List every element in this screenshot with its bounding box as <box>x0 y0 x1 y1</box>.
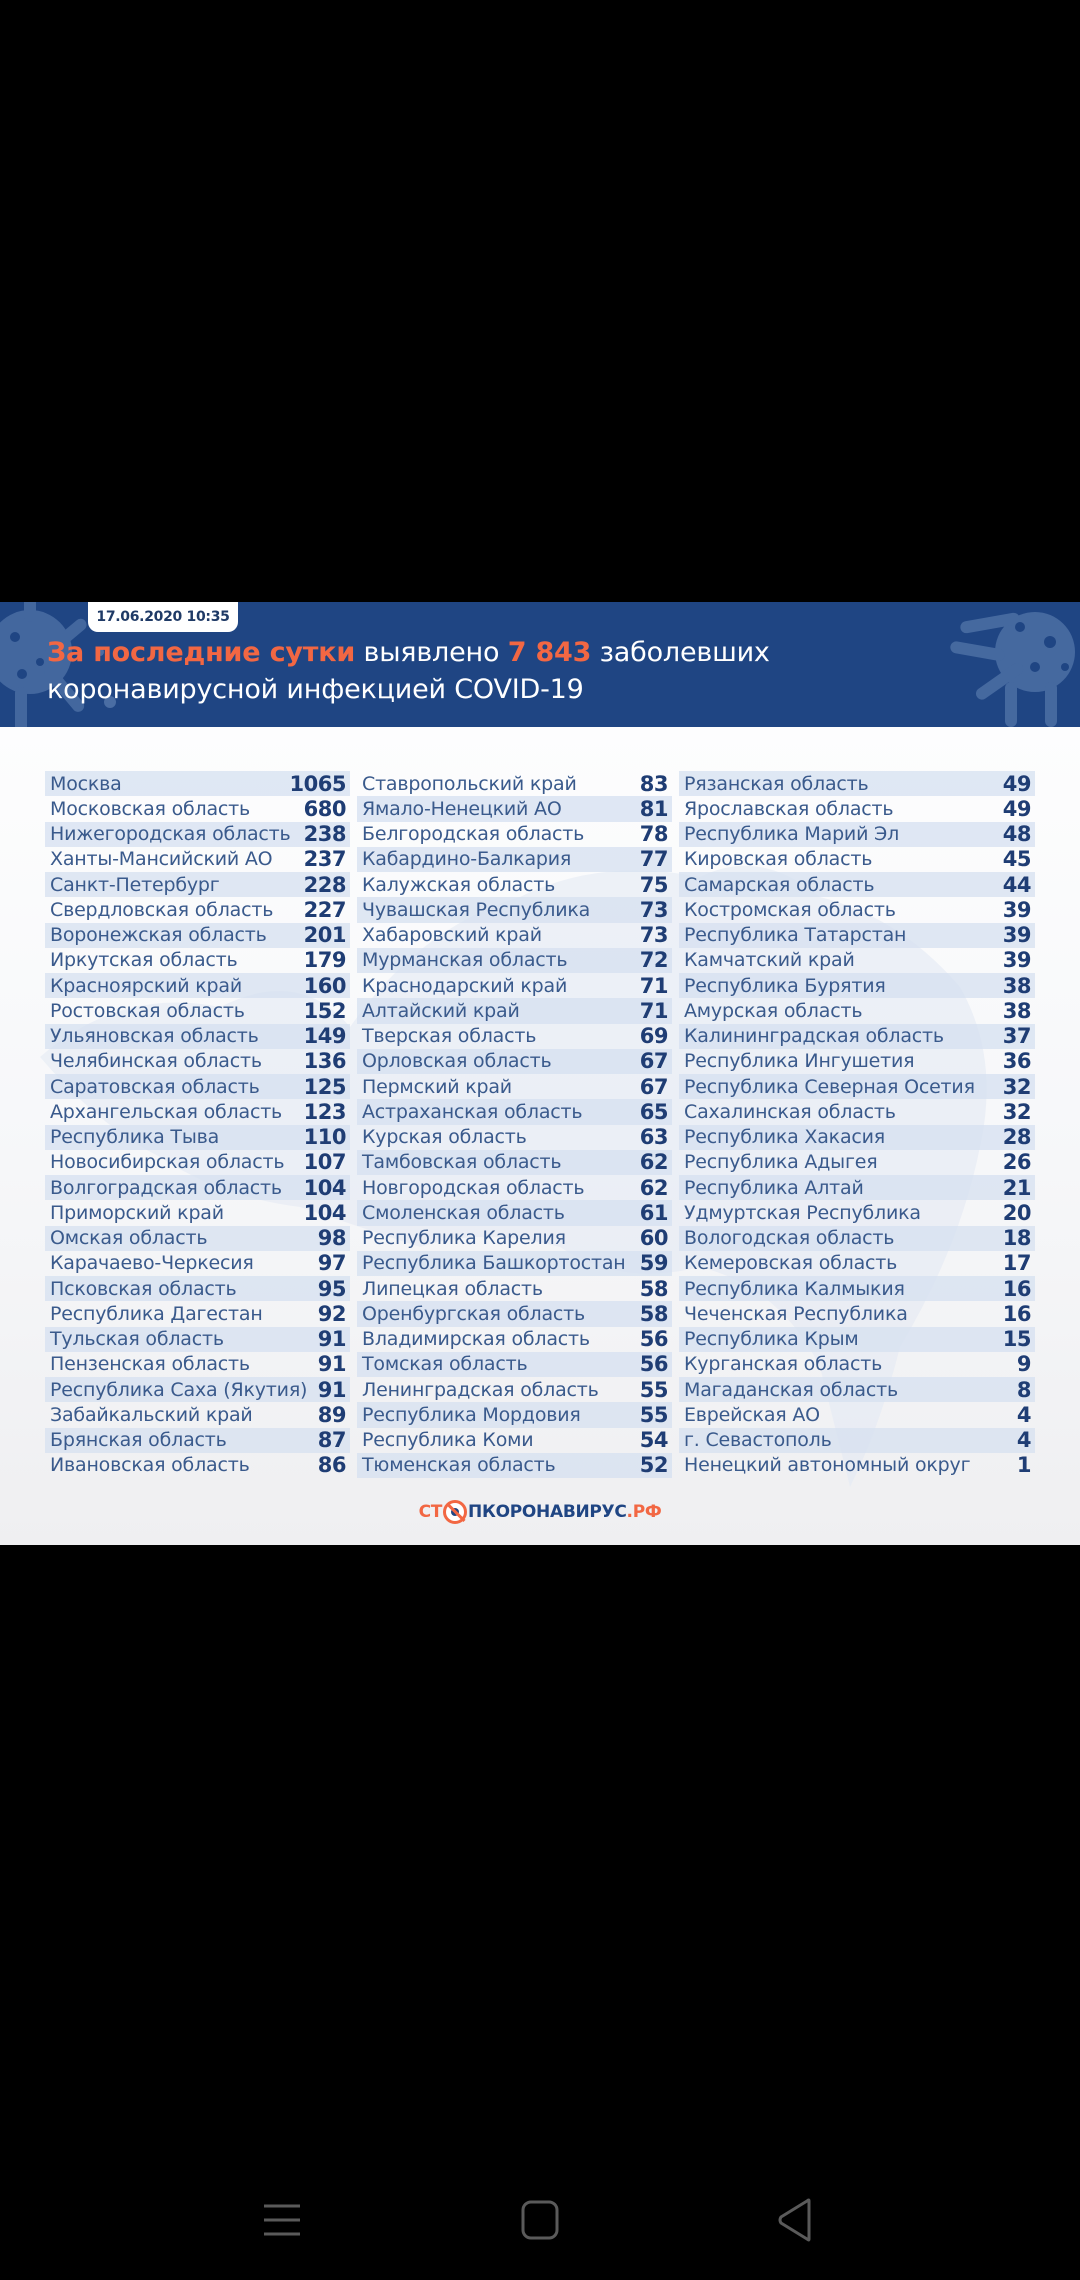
region-name: Республика Татарстан <box>684 924 907 947</box>
table-row <box>357 1453 672 1478</box>
case-count: 97 <box>317 1251 346 1276</box>
region-name: Удмуртская Республика <box>684 1201 921 1224</box>
case-count: 92 <box>317 1301 346 1326</box>
home-button[interactable] <box>510 2194 570 2246</box>
table-row <box>357 948 672 973</box>
headline-count: 7 843 <box>507 637 592 668</box>
region-name: Чувашская Республика <box>362 898 591 921</box>
table-row <box>357 923 672 948</box>
case-count: 61 <box>639 1200 668 1225</box>
region-name: Республика Алтай <box>684 1176 864 1199</box>
case-count: 86 <box>317 1453 346 1478</box>
case-count: 65 <box>639 1099 668 1124</box>
table-row <box>357 1024 672 1049</box>
table-row <box>45 1125 350 1150</box>
stop-virus-icon <box>443 1500 467 1524</box>
case-count: 83 <box>639 771 668 796</box>
region-name: Пермский край <box>362 1075 512 1098</box>
table-row <box>45 771 350 796</box>
region-name: Ленинградская область <box>362 1378 599 1401</box>
case-count: 107 <box>303 1150 346 1175</box>
header-banner <box>0 602 1080 727</box>
case-count: 39 <box>1002 897 1031 922</box>
case-count: 48 <box>1002 822 1031 847</box>
case-count: 67 <box>639 1049 668 1074</box>
region-name: Мурманская область <box>362 949 568 972</box>
region-name: Тульская область <box>50 1328 224 1351</box>
case-count: 77 <box>639 847 668 872</box>
case-count: 104 <box>303 1175 346 1200</box>
system-navigation-bar <box>0 2160 1080 2280</box>
table-row <box>357 1276 672 1301</box>
column-1 <box>45 771 350 1478</box>
headline-text: заболевших <box>591 637 770 668</box>
table-row <box>357 1175 672 1200</box>
back-icon <box>776 2197 816 2243</box>
case-count: 18 <box>1002 1226 1031 1251</box>
region-name: Орловская область <box>362 1050 552 1073</box>
region-name: Псковская область <box>50 1277 237 1300</box>
case-count: 20 <box>1002 1200 1031 1225</box>
region-name: Тверская область <box>362 1025 537 1048</box>
table-row <box>45 1453 350 1478</box>
case-count: 228 <box>303 872 346 897</box>
region-name: Тюменская область <box>362 1454 556 1477</box>
case-count: 237 <box>303 847 346 872</box>
region-name: Красноярский край <box>50 974 242 997</box>
case-count: 21 <box>1002 1175 1031 1200</box>
case-count: 9 <box>1016 1352 1031 1377</box>
region-name: Республика Башкортостан <box>362 1252 626 1275</box>
case-count: 91 <box>317 1352 346 1377</box>
region-name: Новгородская область <box>362 1176 585 1199</box>
region-name: Калининградская область <box>684 1025 944 1048</box>
table-row <box>357 1074 672 1099</box>
case-count: 1 <box>1016 1453 1031 1478</box>
table-row <box>45 1226 350 1251</box>
headline <box>47 634 947 708</box>
table-row <box>679 1428 1035 1453</box>
case-count: 1065 <box>289 771 346 796</box>
table-row <box>45 923 350 948</box>
date-badge: 17.06.2020 10:35 <box>88 602 238 632</box>
headline-text: выявлено <box>355 637 508 668</box>
region-name: Оренбургская область <box>362 1302 586 1325</box>
table-row <box>357 1377 672 1402</box>
region-name: Республика Бурятия <box>684 974 886 997</box>
region-name: Еврейская АО <box>684 1403 820 1426</box>
case-count: 28 <box>1002 1125 1031 1150</box>
table-row <box>679 1175 1035 1200</box>
case-count: 71 <box>639 973 668 998</box>
table-row <box>679 1125 1035 1150</box>
case-count: 91 <box>317 1327 346 1352</box>
region-name: Магаданская область <box>684 1378 898 1401</box>
case-count: 49 <box>1002 796 1031 821</box>
case-count: 201 <box>303 923 346 948</box>
case-count: 52 <box>639 1453 668 1478</box>
case-count: 179 <box>303 948 346 973</box>
case-count: 17 <box>1002 1251 1031 1276</box>
region-name: Республика Тыва <box>50 1126 220 1149</box>
region-name: Томская область <box>362 1353 528 1376</box>
case-count: 69 <box>639 1024 668 1049</box>
region-name: Самарская область <box>684 873 875 896</box>
case-count: 71 <box>639 998 668 1023</box>
region-name: Санкт-Петербург <box>50 873 220 896</box>
table-row <box>45 1024 350 1049</box>
region-name: Московская область <box>50 797 251 820</box>
table-row <box>45 1251 350 1276</box>
case-count: 78 <box>639 822 668 847</box>
table-row <box>357 1099 672 1124</box>
case-count: 38 <box>1002 973 1031 998</box>
case-count: 87 <box>317 1428 346 1453</box>
case-count: 98 <box>317 1226 346 1251</box>
table-row <box>679 1377 1035 1402</box>
table-row <box>679 1074 1035 1099</box>
table-row <box>679 1150 1035 1175</box>
case-count: 110 <box>303 1125 346 1150</box>
table-row <box>357 822 672 847</box>
table-row <box>679 897 1035 922</box>
region-name: г. Севастополь <box>684 1429 832 1452</box>
case-count: 39 <box>1002 948 1031 973</box>
region-name: Нижегородская область <box>50 823 291 846</box>
table-row <box>45 1352 350 1377</box>
headline-highlight: За последние сутки <box>47 637 356 668</box>
table-row <box>357 1049 672 1074</box>
table-row <box>357 973 672 998</box>
table-row <box>45 1428 350 1453</box>
region-name: Тамбовская область <box>362 1151 562 1174</box>
case-count: 58 <box>639 1301 668 1326</box>
case-count: 45 <box>1002 847 1031 872</box>
covid-infographic <box>0 602 1080 1545</box>
headline-line2: коронавирусной инфекцией COVID-19 <box>47 674 584 705</box>
region-name: Республика Северная Осетия <box>684 1075 975 1098</box>
column-3 <box>679 771 1035 1478</box>
region-name: Ивановская область <box>50 1454 250 1477</box>
region-name: Кемеровская область <box>684 1252 898 1275</box>
region-name: Воронежская область <box>50 924 267 947</box>
region-name: Архангельская область <box>50 1100 283 1123</box>
case-count: 55 <box>639 1402 668 1427</box>
case-count: 89 <box>317 1402 346 1427</box>
region-name: Хабаровский край <box>362 924 542 947</box>
table-row <box>679 1099 1035 1124</box>
case-count: 160 <box>303 973 346 998</box>
table-row <box>45 822 350 847</box>
table-row <box>45 1150 350 1175</box>
case-count: 55 <box>639 1377 668 1402</box>
region-name: Республика Крым <box>684 1328 859 1351</box>
case-count: 4 <box>1016 1402 1031 1427</box>
region-name: Краснодарский край <box>362 974 568 997</box>
table-row <box>679 1200 1035 1225</box>
table-row <box>357 1125 672 1150</box>
table-row <box>679 1251 1035 1276</box>
table-row <box>357 1150 672 1175</box>
table-row <box>679 822 1035 847</box>
case-count: 8 <box>1016 1377 1031 1402</box>
case-count: 37 <box>1002 1024 1031 1049</box>
region-name: Ульяновская область <box>50 1025 259 1048</box>
region-name: Ярославская область <box>684 797 894 820</box>
case-count: 39 <box>1002 923 1031 948</box>
table-row <box>679 847 1035 872</box>
region-name: Кабардино-Балкария <box>362 848 572 871</box>
region-name: Костромская область <box>684 898 896 921</box>
case-count: 32 <box>1002 1074 1031 1099</box>
case-count: 73 <box>639 897 668 922</box>
region-name: Республика Мордовия <box>362 1403 581 1426</box>
case-count: 56 <box>639 1352 668 1377</box>
table-row <box>45 1301 350 1326</box>
case-count: 152 <box>303 998 346 1023</box>
case-count: 238 <box>303 822 346 847</box>
table-row <box>679 1352 1035 1377</box>
region-name: Липецкая область <box>362 1277 543 1300</box>
table-row <box>679 1276 1035 1301</box>
table-row <box>45 948 350 973</box>
table-row <box>679 998 1035 1023</box>
case-count: 16 <box>1002 1276 1031 1301</box>
region-name: Республика Адыгея <box>684 1151 878 1174</box>
table-row <box>679 1301 1035 1326</box>
table-row <box>357 1200 672 1225</box>
table-row <box>357 1251 672 1276</box>
region-name: Калужская область <box>362 873 556 896</box>
table-row <box>679 948 1035 973</box>
region-name: Москва <box>50 772 122 795</box>
table-row <box>679 1226 1035 1251</box>
region-name: Республика Саха (Якутия) <box>50 1378 308 1401</box>
region-name: Республика Марий Эл <box>684 823 900 846</box>
table-row <box>357 771 672 796</box>
region-name: Рязанская область <box>684 772 869 795</box>
region-name: Амурская область <box>684 999 863 1022</box>
table-row <box>45 1074 350 1099</box>
table-row <box>357 872 672 897</box>
case-count: 26 <box>1002 1150 1031 1175</box>
region-name: Пензенская область <box>50 1353 250 1376</box>
table-row <box>45 998 350 1023</box>
table-row <box>679 1327 1035 1352</box>
table-row <box>357 897 672 922</box>
case-count: 227 <box>303 897 346 922</box>
case-count: 125 <box>303 1074 346 1099</box>
recent-apps-button[interactable] <box>252 2194 312 2246</box>
region-name: Вологодская область <box>684 1227 895 1250</box>
region-name: Астраханская область <box>362 1100 583 1123</box>
table-row <box>679 1024 1035 1049</box>
table-row <box>45 1200 350 1225</box>
table-row <box>357 1327 672 1352</box>
table-row <box>357 1301 672 1326</box>
table-row <box>357 1402 672 1427</box>
region-name: Ямало-Ненецкий АО <box>362 797 562 820</box>
case-count: 680 <box>303 796 346 821</box>
table-row <box>679 771 1035 796</box>
table-row <box>45 1402 350 1427</box>
table-row <box>45 847 350 872</box>
region-name: Курская область <box>362 1126 527 1149</box>
region-name: Иркутская область <box>50 949 238 972</box>
virus-decoration-icon <box>950 602 1080 727</box>
region-name: Волгоградская область <box>50 1176 282 1199</box>
case-count: 73 <box>639 923 668 948</box>
case-count: 32 <box>1002 1099 1031 1124</box>
region-name: Владимирская область <box>362 1328 590 1351</box>
case-count: 49 <box>1002 771 1031 796</box>
region-name: Ставропольский край <box>362 772 577 795</box>
region-name: Республика Хакасия <box>684 1126 886 1149</box>
table-row <box>45 1175 350 1200</box>
region-name: Ростовская область <box>50 999 245 1022</box>
column-2 <box>357 771 672 1478</box>
case-count: 15 <box>1002 1327 1031 1352</box>
table-row <box>679 872 1035 897</box>
table-row <box>357 796 672 821</box>
table-row <box>679 923 1035 948</box>
region-name: Республика Дагестан <box>50 1302 263 1325</box>
region-name: Саратовская область <box>50 1075 260 1098</box>
region-name: Брянская область <box>50 1429 227 1452</box>
region-name: Омская область <box>50 1227 208 1250</box>
case-count: 62 <box>639 1150 668 1175</box>
case-count: 59 <box>639 1251 668 1276</box>
case-count: 60 <box>639 1226 668 1251</box>
region-name: Республика Калмыкия <box>684 1277 905 1300</box>
region-name: Республика Коми <box>362 1429 534 1452</box>
case-count: 67 <box>639 1074 668 1099</box>
stopcoronavirus-logo: СТ ПКОРОНАВИРУС .РФ <box>418 1502 662 1522</box>
table-row <box>357 1352 672 1377</box>
case-count: 72 <box>639 948 668 973</box>
region-name: Чеченская Республика <box>684 1302 908 1325</box>
table-row <box>45 1276 350 1301</box>
table-row <box>679 1402 1035 1427</box>
region-name: Белгородская область <box>362 823 585 846</box>
home-icon <box>520 2198 560 2242</box>
case-count: 81 <box>639 796 668 821</box>
region-name: Смоленская область <box>362 1201 565 1224</box>
back-button[interactable] <box>766 2194 826 2246</box>
region-name: Новосибирская область <box>50 1151 285 1174</box>
table-row <box>45 1099 350 1124</box>
table-row <box>45 1049 350 1074</box>
table-row <box>357 998 672 1023</box>
region-name: Челябинская область <box>50 1050 262 1073</box>
case-count: 54 <box>639 1428 668 1453</box>
region-name: Свердловская область <box>50 898 274 921</box>
table-row <box>45 796 350 821</box>
case-count: 36 <box>1002 1049 1031 1074</box>
region-name: Ханты-Мансийский АО <box>50 848 273 871</box>
case-count: 104 <box>303 1200 346 1225</box>
region-name: Алтайский край <box>362 999 520 1022</box>
case-count: 16 <box>1002 1301 1031 1326</box>
case-count: 95 <box>317 1276 346 1301</box>
region-name: Республика Карелия <box>362 1227 566 1250</box>
case-count: 63 <box>639 1125 668 1150</box>
region-name: Курганская область <box>684 1353 883 1376</box>
region-name: Ненецкий автономный округ <box>684 1454 971 1477</box>
table-row <box>357 1428 672 1453</box>
case-count: 136 <box>303 1049 346 1074</box>
table-row <box>679 796 1035 821</box>
menu-icon <box>262 2200 302 2240</box>
region-name: Сахалинская область <box>684 1100 896 1123</box>
table-row <box>45 872 350 897</box>
case-count: 38 <box>1002 998 1031 1023</box>
case-count: 149 <box>303 1024 346 1049</box>
table-row <box>679 1049 1035 1074</box>
case-count: 75 <box>639 872 668 897</box>
table-row <box>45 1377 350 1402</box>
table-row <box>357 847 672 872</box>
case-count: 44 <box>1002 872 1031 897</box>
case-count: 4 <box>1016 1428 1031 1453</box>
table-row <box>45 973 350 998</box>
table-row <box>679 973 1035 998</box>
region-name: Кировская область <box>684 848 873 871</box>
region-name: Камчатский край <box>684 949 855 972</box>
case-count: 91 <box>317 1377 346 1402</box>
case-count: 123 <box>303 1099 346 1124</box>
table-row <box>357 1226 672 1251</box>
region-name: Забайкальский край <box>50 1403 253 1426</box>
case-count: 56 <box>639 1327 668 1352</box>
case-count: 58 <box>639 1276 668 1301</box>
region-name: Карачаево-Черкесия <box>50 1252 254 1275</box>
case-count: 62 <box>639 1175 668 1200</box>
region-name: Приморский край <box>50 1201 224 1224</box>
table-row <box>45 897 350 922</box>
table-row <box>679 1453 1035 1478</box>
table-row <box>45 1327 350 1352</box>
region-name: Республика Ингушетия <box>684 1050 915 1073</box>
